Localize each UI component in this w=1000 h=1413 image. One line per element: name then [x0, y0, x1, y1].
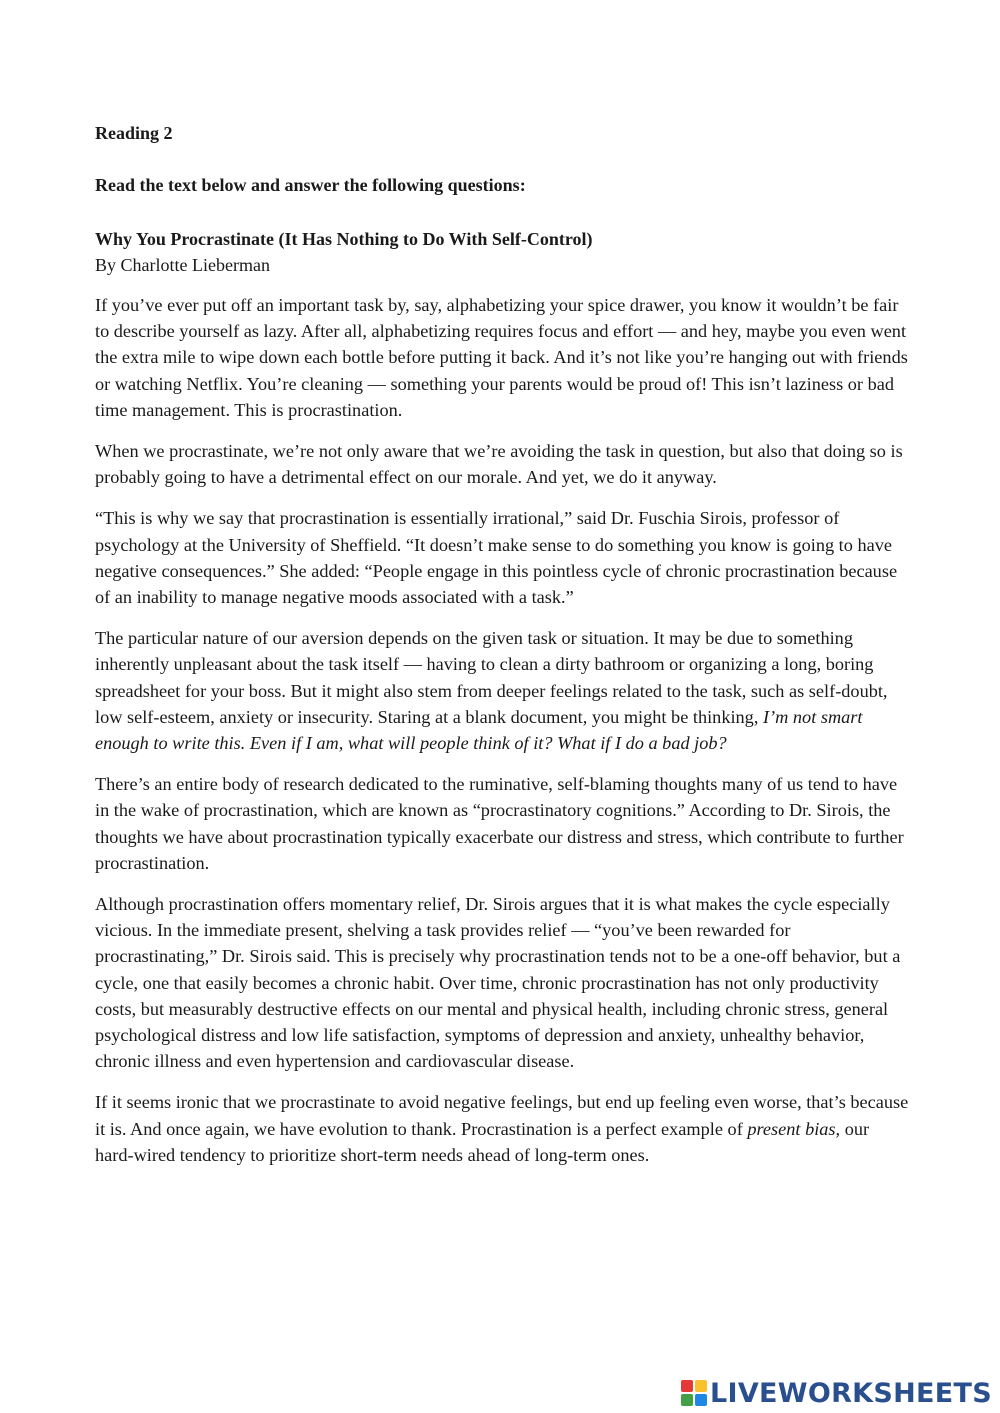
document-page [95, 120, 910, 1183]
liveworksheets-logo-icon [680, 1379, 708, 1407]
liveworksheets-logo[interactable] [680, 1376, 992, 1410]
paragraph-7-italic-term: present bias [747, 1118, 836, 1139]
liveworksheets-logo-text: LIVEWORKSHEETS [709, 1377, 992, 1409]
article-byline: By Charlotte Lieberman [95, 255, 270, 275]
paragraph-7 [95, 1089, 910, 1168]
paragraph-3: “This is why we say that procrastination is essentially irrational,” said Dr. Fuschia Sirois, professor of psychology at the University of Sheffield. “It doesn’t make sense to do something you know is going to have negative consequences.” She added: “People engage in this pointless cycle of chronic procrastination because of an inability to manage negative moods associated with a task.” [95, 508, 898, 608]
paragraph-4 [95, 625, 910, 756]
paragraph-4-text: The particular nature of our aversion depends on the given task or situation. It may be due to something inherently unpleasant about the task itself — having to clean a dirty bathroom or organizing a long, boring spreadsheet for your boss. But it might also stem from deeper feelings related to the task, such as self-doubt, low self-esteem, anxiety or insecurity. Staring at a blank document, you might be thinking, [95, 628, 888, 727]
paragraph-5: There’s an entire body of research dedicated to the ruminative, self-blaming thoughts many of us tend to have in the wake of procrastination, which are known as “procrastinatory cognitions.” According to Dr. Sirois, the thoughts we have about procrastination typically exacerbate our distress and stress, which contribute to further procrastination. [95, 774, 904, 873]
reading-label: Reading 2 [95, 123, 173, 143]
paragraph-2: When we procrastinate, we’re not only aware that we’re avoiding the task in question, but also that doing so is probably going to have a detrimental effect on our morale. And yet, we do it anyway. [95, 441, 903, 488]
paragraph-1: If you’ve ever put off an important task by, say, alphabetizing your spice drawer, you know it wouldn’t be fair to describe yourself as lazy. After all, alphabetizing requires focus and effort — and hey, maybe you even went the extra mile to wipe down each bottle before putting it back. And it’s not like you’re hanging out with friends or watching Netflix. You’re cleaning — something your parents would be proud of! This isn’t laziness or bad time management. This is procrastination. [95, 295, 908, 420]
instructions-heading: Read the text below and answer the following questions: [95, 175, 526, 195]
paragraph-7-text-before: If it seems ironic that we procrastinate to avoid negative feelings, but end up feeling even worse, that’s because it is. And once again, we have evolution to thank. Procrastination is a perfect example of [95, 1092, 909, 1139]
article-title: Why You Procrastinate (It Has Nothing to Do With Self-Control) [95, 229, 593, 249]
paragraph-7-text-after: , our hard-wired tendency to prioritize short-term needs ahead of long-term ones. [95, 1118, 870, 1165]
paragraph-6: Although procrastination offers momentary relief, Dr. Sirois argues that it is what makes the cycle especially vicious. In the immediate present, shelving a task provides relief — “you’ve been rewarded for procrastinating,” Dr. Sirois said. This is precisely why procrastination tends not to be a one-off behavior, but a cycle, one that easily becomes a chronic habit. Over time, chronic procrastination has not only productivity costs, but measurably destructive effects on our mental and physical health, including chronic stress, general psychological distress and low life satisfaction, symptoms of depression and anxiety, unhealthy behavior, chronic illness and even hypertension and cardiovascular disease. [95, 894, 901, 1072]
paragraph-4-italic-thoughts: I’m not smart enough to write this. Even if I am, what will people think of it? What if I do a bad job? [95, 706, 863, 754]
